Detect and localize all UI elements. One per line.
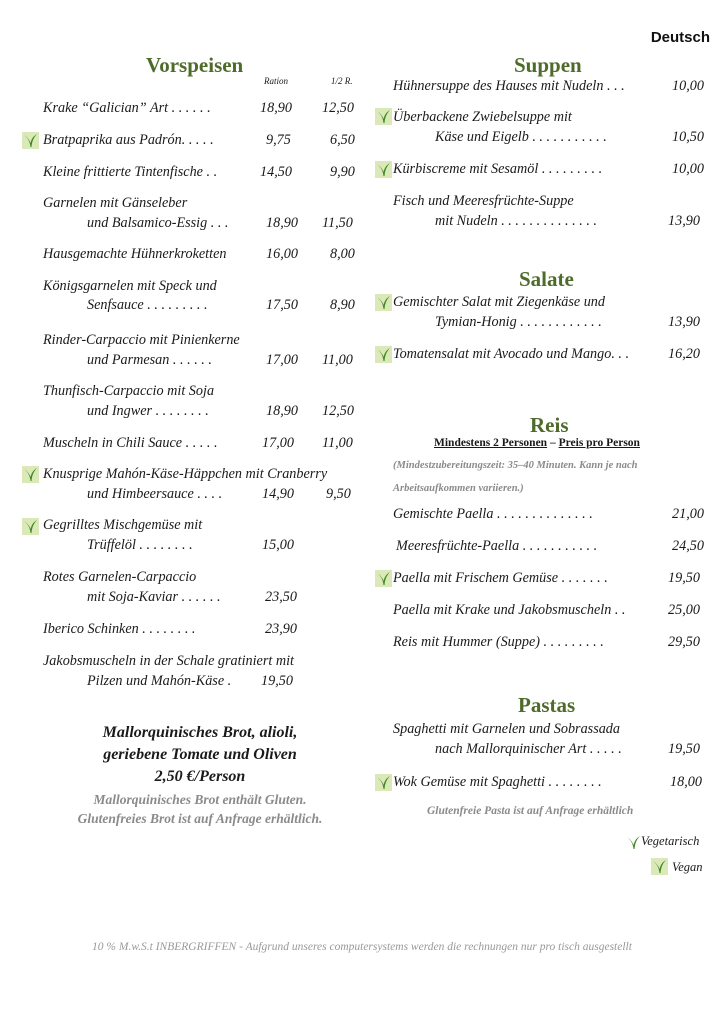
column-header-ration: Ration	[264, 76, 288, 86]
menu-item-price-half: 12,50	[322, 403, 354, 419]
vegan-leaf-icon	[375, 774, 392, 791]
menu-item-name: Jakobsmuscheln in der Schale gratiniert mit	[43, 653, 294, 669]
menu-item-name-line2: Pilzen und Mahón-Käse .	[87, 673, 232, 689]
bread-title-line1: Mallorquinisches Brot, alioli,	[102, 724, 298, 741]
menu-item-price: 17,00	[262, 435, 294, 451]
menu-item-name: Bratpaprika aus Padrón. . . . .	[43, 132, 214, 148]
menu-item-name: Wok Gemüse mit Spaghetti . . . . . . . .	[393, 774, 602, 790]
menu-item-name: Knusprige Mahón-Käse-Häppchen mit Cranberry	[43, 466, 328, 482]
menu-item-price: 10,00	[672, 78, 704, 94]
menu-item-name-line2: und Parmesan . . . . . .	[87, 352, 212, 368]
menu-item-name: Paella mit Frischem Gemüse . . . . . . .	[393, 570, 608, 586]
menu-item-price-half: 9,50	[326, 486, 351, 502]
menu-item-price-half: 9,90	[330, 164, 355, 180]
menu-item-price: 13,90	[668, 213, 700, 229]
menu-item-name-line2: und Ingwer . . . . . . . .	[87, 403, 209, 419]
menu-item-name: Garnelen mit Gänseleber	[43, 195, 188, 211]
menu-item-price: 29,50	[668, 634, 700, 650]
menu-item-name: Paella mit Krake und Jakobsmuscheln . .	[393, 602, 626, 618]
vegan-leaf-icon	[375, 294, 392, 311]
section-title-vorspeisen: Vorspeisen	[146, 53, 244, 77]
menu-item-price-half: 8,90	[330, 297, 355, 313]
vegan-leaf-icon	[22, 466, 39, 483]
menu-item-price: 19,50	[668, 570, 700, 586]
menu-item-name: Gemischter Salat mit Ziegenkäse und	[393, 294, 605, 310]
menu-item-name: Krake “Galician” Art . . . . . .	[43, 100, 211, 116]
vegan-leaf-icon	[375, 108, 392, 125]
vegan-leaf-icon	[375, 161, 392, 178]
vegan-leaf-icon	[375, 570, 392, 587]
menu-item-name: Kürbiscreme mit Sesamöl . . . . . . . . .	[393, 161, 603, 177]
menu-item-name: Tomatensalat mit Avocado und Mango. . .	[393, 346, 630, 362]
reis-subtitle-price: Preis pro Person	[558, 437, 640, 449]
menu-item-name: Königsgarnelen mit Speck und	[43, 278, 217, 294]
menu-item-price-half: 11,00	[322, 435, 353, 451]
menu-item-name-line2: mit Nudeln . . . . . . . . . . . . . .	[435, 213, 597, 229]
menu-item-name-line2: Senfsauce . . . . . . . . .	[87, 297, 208, 313]
menu-item-price: 25,00	[668, 602, 700, 618]
reis-subtitle-min: Mindestens 2 Personen	[434, 437, 548, 449]
legend-vegetarian: Vegetarisch	[641, 834, 700, 848]
footer-note: 10 % M.w.S.t INBERGRIFFEN - Aufgrund unseres computersystems werden die rechnungen nur pro tisch ausgestellt	[92, 941, 632, 953]
leaf-icon	[625, 834, 642, 851]
vegan-leaf-icon	[375, 346, 392, 363]
menu-item-price-half: 6,50	[330, 132, 355, 148]
menu-item-name: Rotes Garnelen-Carpaccio	[43, 569, 197, 585]
menu-item-price-half: 8,00	[330, 246, 355, 262]
menu-item-name-line2: nach Mallorquinischer Art . . . . .	[435, 741, 622, 757]
menu-item-name-line2: Tymian-Honig . . . . . . . . . . . .	[435, 314, 602, 330]
reis-subtitle	[434, 437, 640, 449]
menu-item-name-line2: und Himbeersauce . . . .	[87, 486, 223, 502]
menu-item-price: 10,00	[672, 161, 704, 177]
menu-item-name: Iberico Schinken . . . . . . . .	[43, 621, 196, 637]
legend-vegan: Vegan	[672, 860, 703, 874]
menu-item-price: 19,50	[261, 673, 293, 689]
menu-item-price: 14,50	[260, 164, 292, 180]
menu-item-name: Meeresfrüchte-Paella . . . . . . . . . . .	[396, 538, 598, 554]
menu-item-price: 19,50	[668, 741, 700, 757]
menu-item-price: 17,50	[266, 297, 298, 313]
menu-item-price: 13,90	[668, 314, 700, 330]
menu-item-name: Muscheln in Chili Sauce . . . . .	[43, 435, 218, 451]
menu-item-name: Spaghetti mit Garnelen und Sobrassada	[393, 721, 620, 737]
vegan-leaf-icon	[651, 858, 668, 875]
menu-item-price: 16,00	[266, 246, 298, 262]
vegan-leaf-icon	[22, 518, 39, 535]
menu-item-name: Fisch und Meeresfrüchte-Suppe	[393, 193, 574, 209]
menu-item-price: 9,75	[266, 132, 291, 148]
bread-title-line2: geriebene Tomate und Oliven	[103, 746, 297, 763]
section-title-reis: Reis	[530, 413, 569, 437]
section-title-salate: Salate	[519, 267, 574, 291]
reis-subtitle-sep: –	[547, 437, 559, 449]
bread-glutenfree-note: Glutenfreies Brot ist auf Anfrage erhältlich.	[77, 811, 323, 826]
bread-gluten-note: Mallorquinisches Brot enthält Gluten.	[93, 792, 307, 807]
menu-item-name: Gegrilltes Mischgemüse mit	[43, 517, 203, 533]
menu-item-price: 18,90	[260, 100, 292, 116]
menu-item-name: Hühnersuppe des Hauses mit Nudeln . . .	[393, 78, 625, 94]
section-title-pastas: Pastas	[518, 693, 576, 717]
menu-item-price-half: 12,50	[322, 100, 354, 116]
section-title-suppen: Suppen	[514, 53, 582, 77]
menu-item-price-half: 11,50	[322, 215, 353, 231]
menu-item-price: 23,90	[265, 621, 297, 637]
menu-item-name: Thunfisch-Carpaccio mit Soja	[43, 383, 215, 399]
menu-item-name-line2: Käse und Eigelb . . . . . . . . . . .	[435, 129, 607, 145]
column-header-half: 1/2 R.	[331, 76, 353, 86]
menu-item-price: 18,00	[670, 774, 702, 790]
menu-item-name: Überbackene Zwiebelsuppe mit	[393, 109, 572, 125]
menu-item-price: 15,00	[262, 537, 294, 553]
menu-item-price: 14,90	[262, 486, 294, 502]
menu-item-price: 10,50	[672, 129, 704, 145]
vegan-leaf-icon	[22, 132, 39, 149]
bread-price: 2,50 €/Person	[154, 768, 246, 785]
menu-item-name-line2: Trüffelöl . . . . . . . .	[87, 537, 193, 553]
pasta-glutenfree-note: Glutenfreie Pasta ist auf Anfrage erhältlich	[427, 805, 634, 817]
menu-item-name: Kleine frittierte Tintenfische . .	[43, 164, 218, 180]
reis-note-line2: Arbeitsaufkommen variieren.)	[393, 483, 524, 494]
menu-item-name: Hausgemachte Hühnerkroketten	[43, 246, 227, 262]
menu-item-price: 21,00	[672, 506, 704, 522]
menu-item-name: Gemischte Paella . . . . . . . . . . . . . .	[393, 506, 593, 522]
menu-item-name: Reis mit Hummer (Suppe) . . . . . . . . .	[393, 634, 604, 650]
menu-item-price: 16,20	[668, 346, 700, 362]
menu-item-price: 18,90	[266, 403, 298, 419]
menu-item-price: 23,50	[265, 589, 297, 605]
language-label: Deutsch	[650, 29, 710, 46]
menu-item-name-line2: mit Soja-Kaviar . . . . . .	[87, 589, 221, 605]
reis-note-line1: (Mindestzubereitungszeit: 35–40 Minuten. Kann je nach	[393, 460, 638, 471]
menu-item-price-half: 11,00	[322, 352, 353, 368]
menu-item-name: Rinder-Carpaccio mit Pinienkerne	[43, 332, 240, 348]
menu-item-name-line2: und Balsamico-Essig . . .	[87, 215, 229, 231]
menu-item-price: 24,50	[672, 538, 704, 554]
menu-item-price: 17,00	[266, 352, 298, 368]
menu-item-price: 18,90	[266, 215, 298, 231]
